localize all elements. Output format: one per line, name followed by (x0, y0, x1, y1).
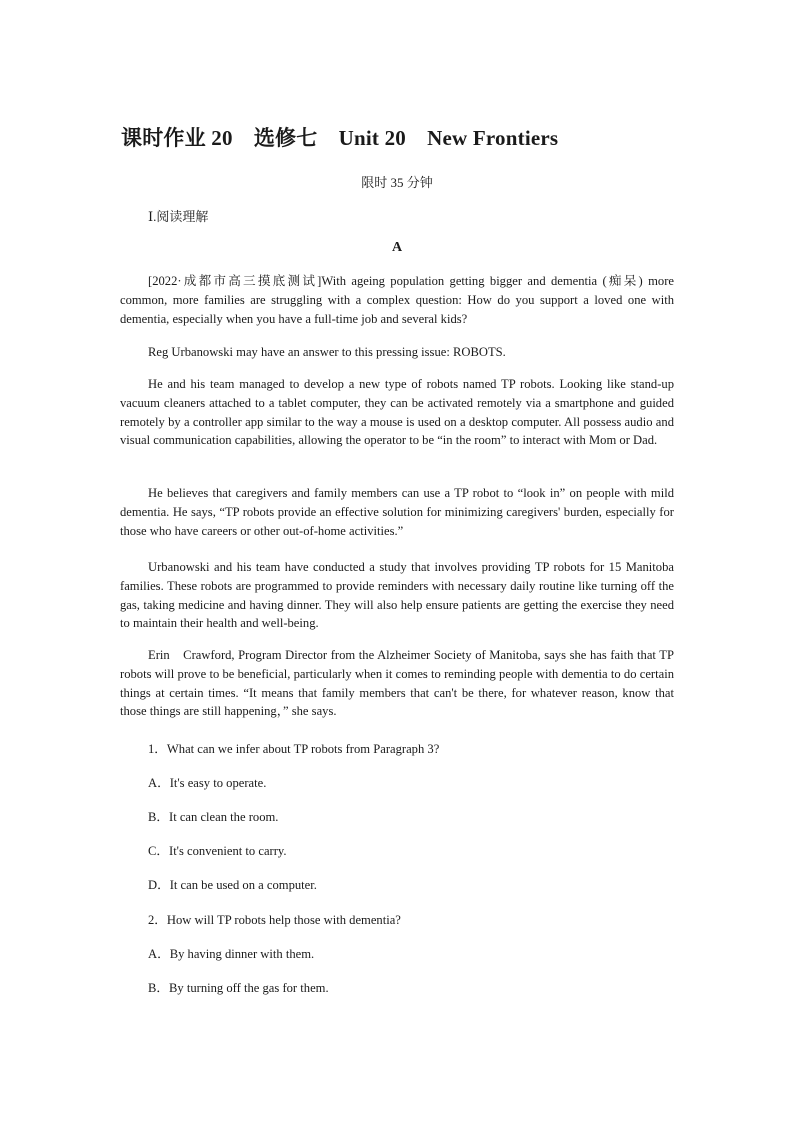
page-title: 课时作业 20 选修七 Unit 20 New Frontiers (121, 126, 559, 150)
time-limit: 限时 35 分钟 (361, 175, 433, 190)
passage-label: A (391, 240, 403, 255)
question-1-option-b: B．It can clean the room. (148, 810, 279, 824)
question-2-stem: 2．How will TP robots help those with dementia? (148, 913, 401, 927)
question-1-option-a: A．It's easy to operate. (148, 776, 267, 790)
passage-paragraph-2: Reg Urbanowski may have an answer to this pressing issue: ROBOTS. (148, 345, 506, 359)
question-1-stem: 1．What can we infer about TP robots from Paragraph 3? (148, 742, 440, 756)
passage-paragraph-5: Urbanowski and his team have conducted a study that involves providing TP robots for 15 Manitoba families. These robots are programmed to provide reminders with necessary daily routine like turning off the gas, taking medicine and having dinner. They will also help ensure patients are getting the exercise they need to maintain their health and well-being. (120, 560, 674, 631)
question-1-option-c: C．It's convenient to carry. (148, 844, 287, 858)
passage-paragraph-3: He and his team managed to develop a new type of robots named TP robots. Looking like stand-up vacuum cleaners attached to a tablet computer, they can be activated remotely via a smartphone and guided remotely by a controller app similar to the way a mouse is used on a desktop computer. All possess audio and visual communication capabilities, allowing the operator to be “in the room” to interact with Mom or Dad. (120, 377, 674, 448)
passage-paragraph-1: [2022·成都市高三摸底测试]With ageing population getting bigger and dementia (痴呆) more common, more families are struggling with a complex question: How do you support a loved one with dementia, especially when you have a full-time job and several kids? (120, 274, 674, 326)
question-2-option-a: A．By having dinner with them. (148, 947, 315, 961)
question-2-option-b: B．By turning off the gas for them. (148, 981, 329, 995)
passage-paragraph-6: Erin Crawford, Program Director from the Alzheimer Society of Manitoba, says she has faith that TP robots will prove to be beneficial, particularly when it comes to reminding people with dementia to do certain things at certain times. “It means that family members that can't be there, for whatever reason, know that those things are still happening，” she says. (120, 648, 674, 719)
section-heading: Ⅰ.阅读理解 (148, 209, 209, 224)
passage-paragraph-4: He believes that caregivers and family members can use a TP robot to “look in” on people with mild dementia. He says, “TP robots provide an effective solution for minimizing caregivers' burden, especially for those who have careers or other out-of-home activities.” (120, 486, 674, 538)
question-1-option-d: D．It can be used on a computer. (148, 878, 317, 892)
